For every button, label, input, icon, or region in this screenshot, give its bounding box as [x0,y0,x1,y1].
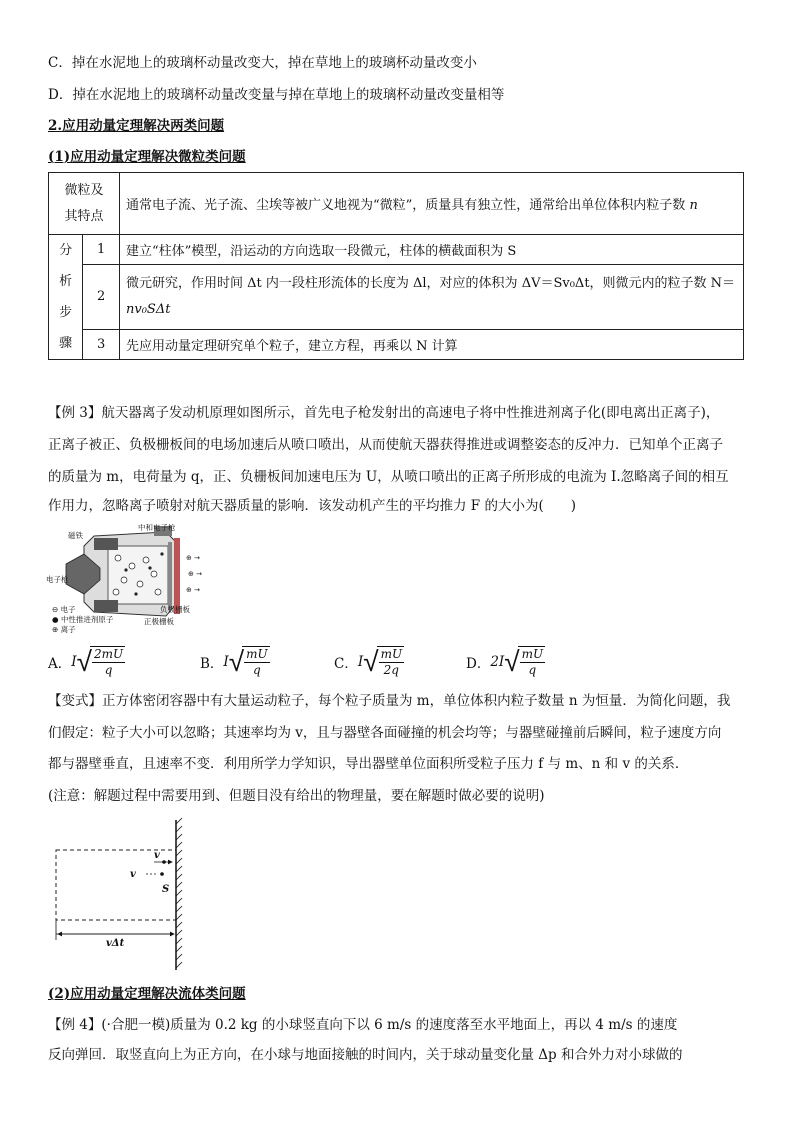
label-negative-grid: 负极栅板 [160,605,190,614]
legend-ion: ⊕ 离子 [52,625,76,634]
step-text: 先应用动量定理研究单个粒子，建立方程，再乘以 N 计算 [120,330,744,360]
wall-hatching [176,818,182,968]
label-electron-gun: 电子枪 [46,575,69,584]
analysis-table [48,172,744,360]
option-d: D．掉在水泥地上的玻璃杯动量改变量与掉在草地上的玻璃杯动量改变量相等 [48,87,505,103]
example4-line: 反向弹回．取竖直向上为正方向，在小球与地面接触的时间内，关于球动量变化量 Δp 和合外力对小球做的 [48,1047,683,1063]
wall-figure [46,812,196,972]
step-text: 微元研究，作用时间 Δt 内一段柱形流体的长度为 Δl，对应的体积为 ΔV＝Sv₀Δt，则微元内的粒子数 N＝ nv₀SΔt [120,264,744,330]
legend-neutral: ● 中性推进剂原子 [52,615,114,624]
svg-text:⊕ →: ⊕ → [186,554,200,562]
label-v-top: v [154,850,160,861]
negative-grid [168,542,172,610]
variant-line: 们假定：粒子大小可以忽略；其速率均为 v，且与器壁各面碰撞的机会均等；与器壁碰撞前后瞬间，粒子速度方向 [48,725,722,741]
label-vdt: vΔt [106,938,125,949]
step-number: 2 [83,264,120,330]
label-s: S [162,884,170,895]
variant-note: (注意：解题过程中需要用到、但题目没有给出的物理量，要在解题时做必要的说明) [48,788,545,804]
table-header-text: 通常电子流、光子流、尘埃等被广义地视为“微粒”，质量具有独立性，通常给出单位体积内粒子数 n [120,173,744,235]
subsection-1-title: (1)应用动量定理解决微粒类问题 [48,149,246,165]
example3-line: 正离子被正、负极栅板间的电场加速后从喷口喷出，从而使航天器获得推进或调整姿态的反冲力．已知单个正离子 [48,437,723,453]
choice-b[interactable]: B． I √ $\frac{mU}{q}$ [200,645,268,678]
label-v-left: v [130,869,136,880]
example3-line: 的质量为 m，电荷量为 q，正、负栅板间加速电压为 U，从喷口喷出的正离子所形成的电流为 I.忽略离子间的相互 [48,469,729,485]
label-magnet: 磁铁 [68,531,83,540]
positive-grid [174,538,180,614]
step-number: 3 [83,330,120,360]
svg-text:⊕ →: ⊕ → [186,586,200,594]
label-positive-grid: 正极栅板 [144,617,174,626]
table-side-label: 分 析 步 骤 [49,235,83,360]
step-number: 1 [83,235,120,265]
ionization-chamber [108,546,168,604]
legend-electron: ⊖ 电子 [52,605,76,614]
particle-rebound [160,872,164,876]
magnet-bottom [94,600,118,612]
choice-d[interactable]: D． 2I √ $\frac{mU}{q}$ [466,645,544,678]
subsection-2-title: (2)应用动量定理解决流体类问题 [48,986,246,1002]
label-neutralizer-gun: 中和电子枪 [138,524,176,532]
choice-a[interactable]: A． I √ $\frac{2mU}{q}$ [48,645,124,678]
option-c: C．掉在水泥地上的玻璃杯动量改变大，掉在草地上的玻璃杯动量改变小 [48,55,477,71]
example3-line: 作用力，忽略离子喷射对航天器质量的影响．该发动机产生的平均推力 F 的大小为( ) [48,498,576,514]
variant-line: 【变式】正方体密闭容器中有大量运动粒子，每个粒子质量为 m，单位体积内粒子数量 n 为恒量．为简化问题，我 [48,693,731,709]
table-header-label: 微粒及 其特点 [49,173,120,235]
emitted-ions [186,554,202,594]
section-2-title: 2.应用动量定理解决两类问题 [48,118,225,134]
example3-line: 【例 3】航天器离子发动机原理如图所示，首先电子枪发射出的高速电子将中性推进剂离子化(即电离出正离子)， [48,405,720,421]
magnet-top [94,538,118,550]
example4-line: 【例 4】(·合肥一模)质量为 0.2 kg 的小球竖直向下以 6 m/s 的速度落至水平地面上，再以 4 m/s 的速度 [48,1017,678,1033]
choice-c[interactable]: C． I √ $\frac{mU}{2q}$ [334,645,403,678]
variant-line: 都与器壁垂直，且速率不变．利用所学力学知识，导出器壁单位面积所受粒子压力 f 与 m、n 和 v 的关系． [48,756,689,772]
step-text: 建立“柱体”模型，沿运动的方向选取一段微元，柱体的横截面积为 S [120,235,744,265]
svg-text:⊕ →: ⊕ → [188,570,202,578]
ion-engine-figure [46,524,226,636]
